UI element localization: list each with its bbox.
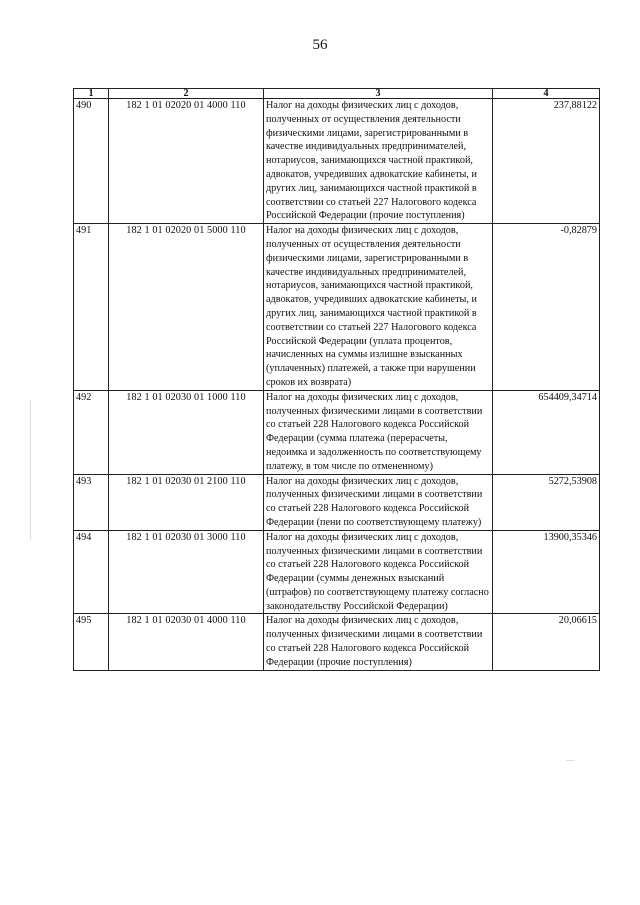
header-row [74,89,600,99]
page-number: 56 [312,37,328,53]
budget-code: 182 1 01 02030 01 1000 110 [109,390,264,474]
row-number: 494 [74,530,109,614]
table-row [74,390,600,474]
amount: 20,06615 [493,614,600,670]
scan-corner-mark [566,760,574,761]
row-number: 491 [74,224,109,391]
revenue-name: Налог на доходы физических лиц с доходов, полученных от осуществления деятельности физическими лицами, зарегистрированными в качестве индивидуальных предпринимателей, нотариусов, занимающихся частной практикой, адвокатов, учредивших адвокатские кабинеты, и других лиц, занимающихся частной практикой в соответствии со статьей 227 Налогового кодекса Российской Федерации (уплата процентов, начисленных на суммы излишне взысканных (уплаченных) платежей, а также при нарушении сроков их возврата) [264,224,493,391]
amount: 237,88122 [493,99,600,224]
revenue-name: Налог на доходы физических лиц с доходов, полученных физическими лицами в соответствии со статьей 228 Налогового кодекса Российской Федерации (прочие поступления) [264,614,493,670]
table-row [74,474,600,530]
budget-code: 182 1 01 02030 01 2100 110 [109,474,264,530]
budget-revenue-table [73,88,600,671]
table-row [74,99,600,224]
budget-code: 182 1 01 02030 01 4000 110 [109,614,264,670]
budget-code: 182 1 01 02020 01 4000 110 [109,99,264,224]
scan-margin-mark [30,400,31,540]
row-number: 490 [74,99,109,224]
row-number: 492 [74,390,109,474]
amount: 654409,34714 [493,390,600,474]
budget-code: 182 1 01 02030 01 3000 110 [109,530,264,614]
amount: -0,82879 [493,224,600,391]
amount: 13900,35346 [493,530,600,614]
budget-code: 182 1 01 02020 01 5000 110 [109,224,264,391]
revenue-name: Налог на доходы физических лиц с доходов, полученных физическими лицами в соответствии со статьей 228 Налогового кодекса Российской Федерации (сумма платежа (перерасчеты, недоимка и задолженность по соответствующему платежу, в том числе по отмененному) [264,390,493,474]
revenue-name: Налог на доходы физических лиц с доходов, полученных от осуществления деятельности физическими лицами, зарегистрированными в качестве индивидуальных предпринимателей, нотариусов, занимающихся частной практикой, адвокатов, учредивших адвокатские кабинеты, и других лиц, занимающихся частной практикой в соответствии со статьей 227 Налогового кодекса Российской Федерации (прочие поступления) [264,99,493,224]
revenue-name: Налог на доходы физических лиц с доходов, полученных физическими лицами в соответствии со статьей 228 Налогового кодекса Российской Федерации (пени по соответствующему платежу) [264,474,493,530]
table-row [74,530,600,614]
header-col-4: 4 [493,89,600,99]
row-number: 493 [74,474,109,530]
revenue-name: Налог на доходы физических лиц с доходов, полученных физическими лицами в соответствии со статьей 228 Налогового кодекса Российской Федерации (суммы денежных взысканий (штрафов) по соответствующему платежу согласно законодательству Российской Федерации) [264,530,493,614]
row-number: 495 [74,614,109,670]
header-col-2: 2 [109,89,264,99]
table-row [74,224,600,391]
header-col-3: 3 [264,89,493,99]
header-col-1: 1 [74,89,109,99]
amount: 5272,53908 [493,474,600,530]
table-row [74,614,600,670]
